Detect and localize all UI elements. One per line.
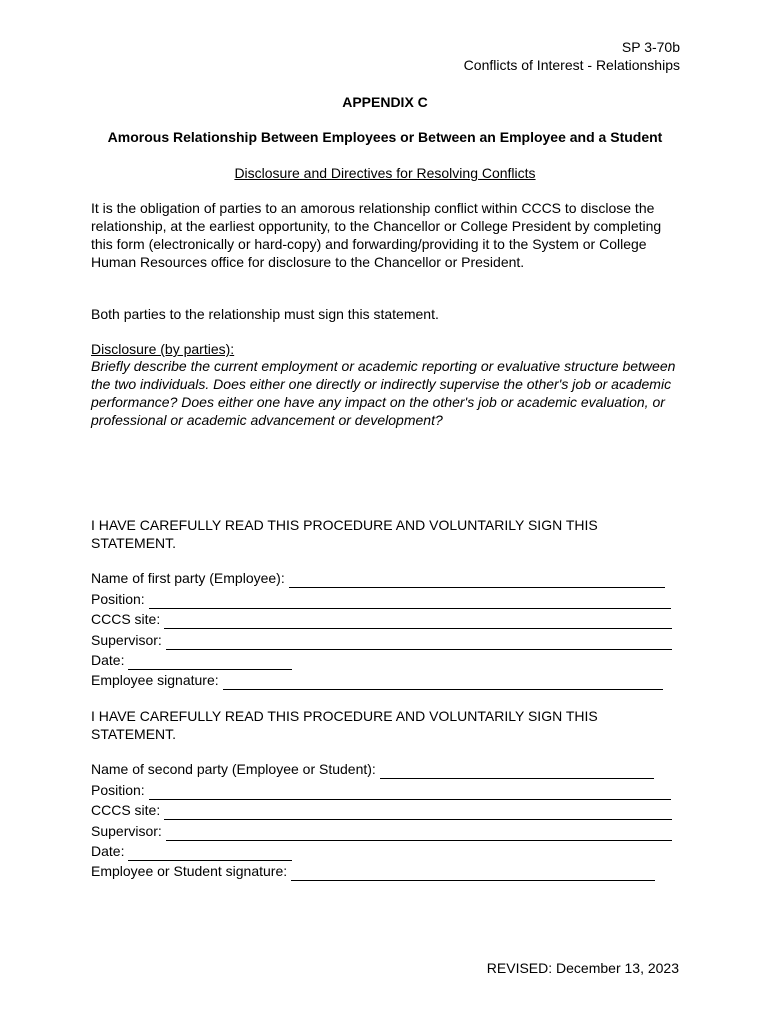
second-party-name-field[interactable] bbox=[380, 764, 654, 779]
second-party-signature-field[interactable] bbox=[291, 866, 655, 881]
second-party-name-row bbox=[91, 759, 691, 779]
second-party-position-row bbox=[91, 779, 691, 799]
obligation-paragraph: It is the obligation of parties to an amorous relationship conflict within CCCS to disclose the relationship, at the earliest opportunity, to the Chancellor or College President by completing this form (electronically or hard-copy) and forwarding/providing it to the System or College Human Resources office for disclosure to the Chancellor or President. bbox=[91, 200, 662, 270]
second-party-supervisor-label: Supervisor: bbox=[91, 822, 162, 839]
second-party-date-row bbox=[91, 841, 691, 861]
second-party-fields bbox=[91, 759, 691, 881]
first-party-position-label: Position: bbox=[91, 590, 145, 607]
form-subtitle: Amorous Relationship Between Employees or Between an Employee and a Student bbox=[107, 129, 663, 145]
second-party-signature-row bbox=[91, 861, 691, 881]
second-party-statement: I HAVE CAREFULLY READ THIS PROCEDURE AND VOLUNTARILY SIGN THIS STATEMENT. bbox=[91, 708, 598, 742]
first-party-date-row bbox=[91, 650, 691, 670]
first-party-supervisor-field[interactable] bbox=[166, 635, 672, 650]
first-party-name-label: Name of first party (Employee): bbox=[91, 570, 285, 587]
first-party-site-label: CCCS site: bbox=[91, 611, 161, 628]
first-party-site-row bbox=[91, 609, 691, 629]
first-party-signature-field[interactable] bbox=[223, 675, 663, 690]
second-party-site-row bbox=[91, 800, 691, 820]
disclosure-label: Disclosure (by parties): bbox=[91, 341, 235, 357]
section-heading: Disclosure and Directives for Resolving Conflicts bbox=[234, 165, 536, 181]
first-party-signature-label: Employee signature: bbox=[91, 672, 219, 689]
first-party-position-field[interactable] bbox=[149, 594, 671, 609]
first-party-date-label: Date: bbox=[91, 651, 125, 668]
document-reference bbox=[464, 38, 680, 74]
revision-date: REVISED: December 13, 2023 bbox=[486, 960, 679, 976]
second-party-supervisor-field[interactable] bbox=[166, 826, 672, 841]
second-party-date-field[interactable] bbox=[128, 846, 292, 861]
second-party-position-label: Position: bbox=[91, 781, 145, 798]
first-party-position-row bbox=[91, 588, 691, 608]
second-party-name-label: Name of second party (Employee or Student): bbox=[91, 761, 376, 778]
second-party-site-label: CCCS site: bbox=[91, 802, 161, 819]
first-party-name-row bbox=[91, 568, 691, 588]
first-party-supervisor-label: Supervisor: bbox=[91, 631, 162, 648]
sign-instruction: Both parties to the relationship must sign this statement. bbox=[91, 306, 439, 322]
document-code: SP 3-70b bbox=[621, 39, 680, 55]
second-party-date-label: Date: bbox=[91, 842, 125, 859]
first-party-name-field[interactable] bbox=[289, 573, 665, 588]
second-party-site-field[interactable] bbox=[164, 805, 672, 820]
second-party-supervisor-row bbox=[91, 820, 691, 840]
first-party-fields bbox=[91, 568, 691, 690]
first-party-signature-row bbox=[91, 670, 691, 690]
first-party-supervisor-row bbox=[91, 629, 691, 649]
appendix-title: APPENDIX C bbox=[342, 94, 428, 110]
disclosure-question: Briefly describe the current employment or academic reporting or evaluative structure between the two individuals. Does either one directly or indirectly supervise the other's job or academic performance? Does either one have any impact on the other's job or academic evaluation, or professional or academic advancement or development? bbox=[91, 358, 676, 428]
second-party-position-field[interactable] bbox=[149, 785, 671, 800]
document-subject: Conflicts of Interest - Relationships bbox=[463, 57, 680, 73]
first-party-site-field[interactable] bbox=[164, 614, 672, 629]
first-party-date-field[interactable] bbox=[128, 655, 292, 670]
second-party-signature-label: Employee or Student signature: bbox=[91, 863, 288, 880]
first-party-statement: I HAVE CAREFULLY READ THIS PROCEDURE AND VOLUNTARILY SIGN THIS STATEMENT. bbox=[91, 517, 598, 551]
